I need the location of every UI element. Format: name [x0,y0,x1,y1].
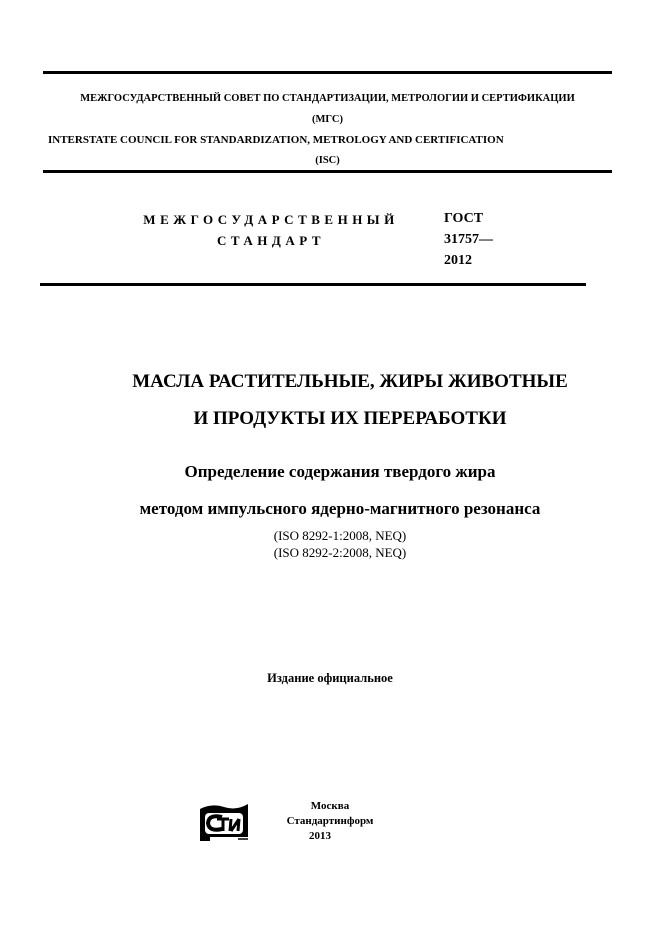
document-title [80,363,620,437]
standard-type [140,209,402,251]
council-name-en: INTERSTATE COUNCIL FOR STANDARDIZATION, METROLOGY AND CERTIFICATION [48,134,504,146]
gost-number: 31757— [444,232,493,247]
publisher-block [270,799,390,844]
title-line1: МАСЛА РАСТИТЕЛЬНЫЕ, ЖИРЫ ЖИВОТНЫЕ [132,371,568,392]
edition-label: Издание официальное [267,671,393,685]
standartinform-logo-icon [198,801,250,843]
publisher-name: Стандартинформ [286,815,374,827]
header-divider-rule [43,170,612,173]
gost-label: ГОСТ [444,211,484,226]
standard-type-line1: МЕЖГОСУДАРСТВЕННЫЙ [143,212,399,227]
top-rule [43,71,612,74]
iso-references [60,527,620,561]
publication-year: 2013 [309,830,331,842]
publisher-city: Москва [310,800,350,812]
gost-designation [444,208,493,271]
gost-year: 2012 [444,253,472,268]
council-name-ru: МЕЖГОСУДАРСТВЕННЫЙ СОВЕТ ПО СТАНДАРТИЗАЦИИ, МЕТРОЛОГИИ И СЕРТИФИКАЦИИ [80,93,575,104]
title-line2: И ПРОДУКТЫ ИХ ПЕРЕРАБОТКИ [193,408,507,429]
iso-reference: (ISO 8292-1:2008, NEQ) [273,528,407,543]
subtitle-line2: методом импульсного ядерно-магнитного резонанса [139,499,541,518]
council-abbr-ru: (МГС) [311,114,344,125]
standard-type-line2: СТАНДАРТ [216,233,325,248]
standard-divider-rule [40,283,586,286]
document-subtitle [60,453,620,527]
iso-reference: (ISO 8292-2:2008, NEQ) [273,545,407,560]
subtitle-line1: Определение содержания твердого жира [184,462,496,481]
council-abbr-en: (ISC) [315,155,340,166]
